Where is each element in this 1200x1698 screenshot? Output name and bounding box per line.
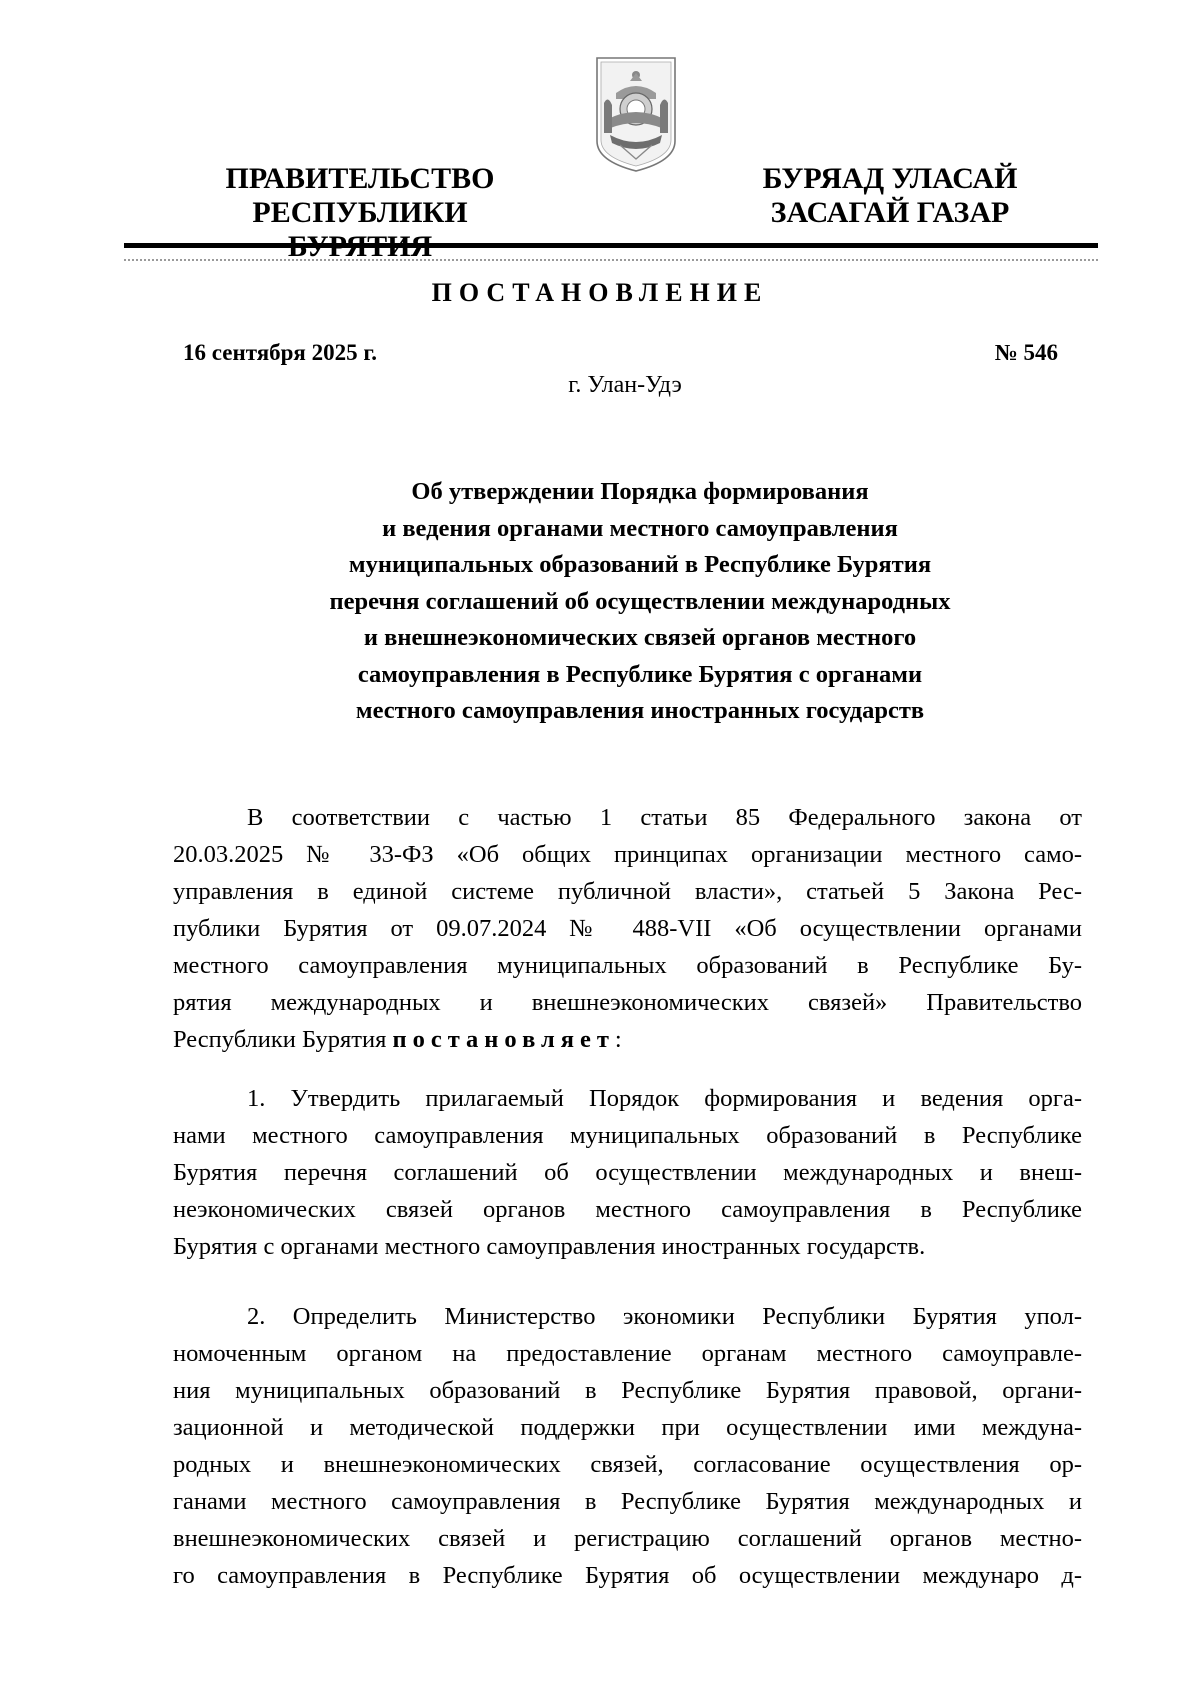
paragraph-line: управления в единой системе публичной власти», статьей 5 Закона Рес- [173, 878, 1082, 905]
paragraph-line: рятия международных и внешнеэкономических связей» Правительство [173, 989, 1082, 1016]
document-number: № 546 [994, 340, 1058, 365]
government-name-line-1: ПРАВИТЕЛЬСТВО [225, 162, 495, 195]
paragraph-line: публики Бурятия от 09.07.2024 № 488-VII «Об осуществлении органами [173, 915, 1082, 942]
paragraph-line: местного самоуправления муниципальных образований в Республике Бу- [173, 952, 1082, 979]
decree-word: постановляет [392, 1026, 615, 1053]
paragraph-line: го самоуправления в Республике Бурятия об осуществлении междунаро д- [173, 1562, 1082, 1589]
paragraph-line: Бурятия с органами местного самоуправления иностранных государств. [173, 1233, 926, 1260]
preamble-last-suffix: : [614, 1026, 622, 1053]
header-divider-thick [124, 243, 1098, 248]
document-title [200, 474, 1080, 730]
title-line: муниципальных образований в Республике Бурятия [348, 551, 932, 578]
paragraph-line: родных и внешнеэкономических связей, согласование осуществления ор- [173, 1451, 1082, 1478]
paragraph-line: зационной и методической поддержки при осуществлении ими междуна- [173, 1414, 1082, 1441]
item-1-paragraph [173, 1080, 1082, 1265]
government-name-line-2: РЕСПУБЛИКИ [252, 196, 468, 229]
title-line: самоуправления в Республике Бурятия с органами [357, 660, 923, 688]
coat-of-arms-of-buryatia-icon [594, 55, 678, 173]
paragraph-line: 1. Утвердить прилагаемый Порядок формирования и ведения орга- [247, 1085, 1082, 1112]
paragraph-line: В соответствии с частью 1 статьи 85 Федерального закона от [247, 804, 1082, 831]
title-line: перечня соглашений об осуществлении международных [329, 587, 951, 615]
paragraph-line: номоченным органом на предоставление органам местного самоуправле- [173, 1340, 1082, 1367]
document-type-heading: ПОСТАНОВЛЕНИЕ [431, 278, 769, 307]
paragraph-line: Бурятия перечня соглашений об осуществлении международных и внеш- [173, 1159, 1082, 1186]
paragraph-line: 2. Определить Министерство экономики Республики Бурятия упол- [247, 1303, 1082, 1330]
government-name-buryat-line-1: БУРЯАД УЛАСАЙ [762, 162, 1018, 195]
paragraph-line: ния муниципальных образований в Республике Бурятия правовой, органи- [173, 1377, 1082, 1404]
paragraph-line: 20.03.2025 № 33-ФЗ «Об общих принципах организации местного само- [173, 841, 1082, 868]
government-name-russian [180, 162, 540, 264]
title-line: местного самоуправления иностранных государств [355, 697, 925, 724]
title-line: Об утверждении Порядка формирования [411, 478, 869, 505]
paragraph-line: неэкономических связей органов местного самоуправления в Республике [173, 1196, 1082, 1223]
preamble-last-prefix: Республики Бурятия [173, 1026, 393, 1053]
item-2-paragraph [173, 1298, 1082, 1594]
document-date: 16 сентября 2025 г. [183, 340, 377, 365]
document-city: г. Улан-Удэ [568, 372, 682, 398]
header-divider-thin [124, 259, 1098, 261]
paragraph-line: нами местного самоуправления муниципальных образований в Республике [173, 1122, 1082, 1149]
paragraph-line: внешнеэкономических связей и регистрацию соглашений органов местно- [173, 1525, 1082, 1552]
government-name-buryat [740, 162, 1040, 230]
government-name-buryat-line-2: ЗАСАГАЙ ГАЗАР [770, 196, 1010, 229]
title-line: и внешнеэкономических связей органов местного [363, 624, 917, 651]
title-line: и ведения органами местного самоуправления [382, 514, 898, 542]
paragraph-line: ганами местного самоуправления в Республике Бурятия международных и [173, 1488, 1082, 1515]
paragraph-line [173, 1021, 1082, 1058]
preamble-paragraph [173, 799, 1082, 1058]
